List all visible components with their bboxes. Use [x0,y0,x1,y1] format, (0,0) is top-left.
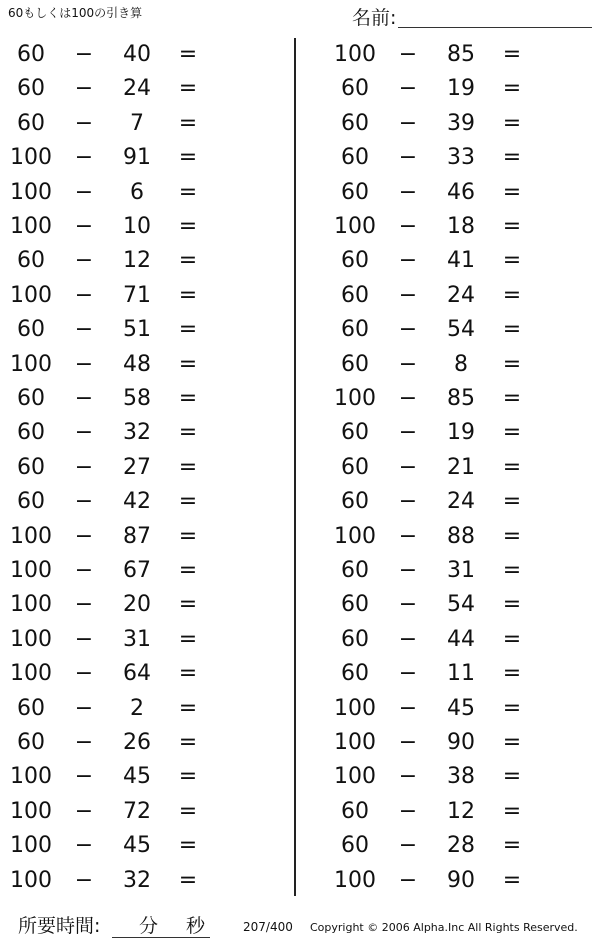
equals-sign: = [178,386,198,411]
equals-sign: = [502,867,522,893]
subtrahend: 6 [130,179,144,205]
equals-sign: = [178,489,198,515]
minuend: 60 [341,110,369,136]
equals-sign: = [502,282,522,308]
subtrahend: 40 [123,42,151,67]
subtrahend: 85 [447,42,475,67]
minuend: 100 [334,764,376,790]
minuend: 100 [334,695,376,721]
problem-row [324,176,544,210]
minus-sign: − [74,454,94,480]
minus-sign: − [398,145,418,171]
minuend: 100 [334,214,376,239]
copyright-notice: Copyright © 2006 Alpha.Inc All Rights Reserved. [310,921,578,934]
minuend: 100 [10,833,52,859]
subtrahend: 24 [447,489,475,515]
subtrahend: 12 [447,798,475,824]
equals-sign: = [178,420,198,446]
problem-row [324,726,544,760]
minus-sign: − [74,558,94,583]
subtrahend: 54 [447,592,475,618]
problem-row [0,726,220,760]
minuend: 60 [341,454,369,480]
equals-sign: = [502,764,522,790]
minus-sign: − [74,695,94,721]
minuend: 100 [10,558,52,583]
minus-sign: − [74,42,94,67]
problem-row [324,520,544,554]
minus-sign: − [398,523,418,549]
minus-sign: − [398,386,418,411]
equals-sign: = [502,833,522,859]
subtrahend: 51 [123,317,151,343]
minuend: 60 [17,454,45,480]
subtrahend: 7 [130,110,144,136]
problem-row [324,760,544,794]
minus-sign: − [398,489,418,515]
minuend: 60 [341,76,369,102]
minus-sign: − [398,626,418,652]
problem-row [324,107,544,141]
problem-row [324,348,544,382]
minuend: 100 [10,661,52,687]
subtrahend: 31 [447,558,475,583]
minuend: 100 [334,730,376,755]
subtrahend: 18 [447,214,475,239]
minus-sign: − [398,248,418,274]
equals-sign: = [178,76,198,102]
minuend: 60 [17,695,45,721]
footer [0,908,600,942]
minus-sign: − [74,833,94,859]
problem-row [0,864,220,898]
minuend: 60 [341,317,369,343]
minuend: 60 [341,248,369,274]
subtrahend: 58 [123,386,151,411]
problem-row [324,829,544,863]
minus-sign: − [398,730,418,755]
minuend: 60 [17,730,45,755]
minuend: 60 [17,420,45,446]
minus-sign: − [74,214,94,239]
equals-sign: = [502,248,522,274]
minus-sign: − [398,110,418,136]
equals-sign: = [178,798,198,824]
minus-sign: − [74,179,94,205]
equals-sign: = [178,110,198,136]
minuend: 60 [341,145,369,171]
problem-row [0,485,220,519]
subtrahend: 71 [123,282,151,308]
minuend: 60 [17,76,45,102]
problem-row [0,554,220,588]
equals-sign: = [502,523,522,549]
problem-row [324,416,544,450]
subtrahend: 27 [123,454,151,480]
minus-sign: − [74,867,94,893]
minuend: 100 [10,867,52,893]
problem-row [0,416,220,450]
minus-sign: − [74,489,94,515]
problem-row [0,657,220,691]
minuend: 60 [341,420,369,446]
subtrahend: 8 [454,351,468,377]
problem-row [324,141,544,175]
subtrahend: 72 [123,798,151,824]
subtrahend: 21 [447,454,475,480]
problem-row [324,38,544,72]
problem-row [0,348,220,382]
minuend: 60 [341,282,369,308]
minuend: 100 [334,523,376,549]
minuend: 60 [341,798,369,824]
subtrahend: 90 [447,867,475,893]
problem-row [324,692,544,726]
minuend: 100 [10,214,52,239]
minus-sign: − [398,764,418,790]
problem-row [324,279,544,313]
subtrahend: 26 [123,730,151,755]
subtrahend: 20 [123,592,151,618]
minuend: 60 [17,317,45,343]
problem-row [0,692,220,726]
equals-sign: = [178,592,198,618]
time-required-label: 所要時間: [18,915,101,937]
subtrahend: 19 [447,420,475,446]
subtrahend: 39 [447,110,475,136]
equals-sign: = [178,626,198,652]
subtrahend: 87 [123,523,151,549]
worksheet-title: 60もしくは100の引き算 [8,6,143,20]
minuend: 100 [10,592,52,618]
minus-sign: − [74,76,94,102]
equals-sign: = [178,523,198,549]
page-number: 207/400 [243,920,293,934]
equals-sign: = [502,145,522,171]
minuend: 60 [341,179,369,205]
minuend: 100 [10,351,52,377]
problem-row [324,244,544,278]
minuend: 60 [341,489,369,515]
minus-sign: − [398,76,418,102]
minus-sign: − [74,420,94,446]
subtrahend: 54 [447,317,475,343]
name-line [398,27,592,28]
problem-row [324,623,544,657]
subtrahend: 88 [447,523,475,549]
second-label: 秒 [186,915,206,937]
equals-sign: = [502,317,522,343]
subtrahend: 31 [123,626,151,652]
equals-sign: = [502,454,522,480]
equals-sign: = [502,214,522,239]
minus-sign: − [398,351,418,377]
minus-sign: − [74,626,94,652]
equals-sign: = [178,730,198,755]
problem-row [324,485,544,519]
subtrahend: 19 [447,76,475,102]
column-divider [294,38,296,896]
minus-sign: − [74,386,94,411]
equals-sign: = [502,798,522,824]
subtrahend: 11 [447,661,475,687]
minuend: 100 [10,145,52,171]
subtrahend: 45 [123,764,151,790]
minuend: 100 [10,798,52,824]
subtrahend: 33 [447,145,475,171]
minuend: 60 [17,386,45,411]
minus-sign: − [74,248,94,274]
equals-sign: = [178,214,198,239]
minus-sign: − [398,42,418,67]
minus-sign: − [74,317,94,343]
problem-row [324,313,544,347]
minus-sign: − [398,558,418,583]
minus-sign: − [74,110,94,136]
problem-row [0,141,220,175]
minus-sign: − [398,833,418,859]
minuend: 60 [17,42,45,67]
equals-sign: = [178,351,198,377]
problem-row [0,72,220,106]
equals-sign: = [502,592,522,618]
problem-row [0,829,220,863]
problem-row [0,244,220,278]
problem-row [0,279,220,313]
equals-sign: = [178,558,198,583]
minuend: 60 [341,592,369,618]
equals-sign: = [178,317,198,343]
minuend: 100 [334,386,376,411]
name-field[interactable] [352,6,592,30]
minuend: 100 [334,867,376,893]
problem-row [0,623,220,657]
minuend: 60 [17,110,45,136]
minus-sign: − [398,867,418,893]
minuend: 100 [10,626,52,652]
subtrahend: 28 [447,833,475,859]
subtrahend: 32 [123,420,151,446]
equals-sign: = [502,76,522,102]
problem-row [324,382,544,416]
equals-sign: = [502,489,522,515]
subtrahend: 46 [447,179,475,205]
minus-sign: − [398,214,418,239]
subtrahend: 32 [123,867,151,893]
equals-sign: = [502,730,522,755]
name-label: 名前: [352,7,397,29]
subtrahend: 64 [123,661,151,687]
problem-row [0,520,220,554]
equals-sign: = [502,42,522,67]
minuend: 60 [341,558,369,583]
equals-sign: = [178,695,198,721]
problem-row [0,176,220,210]
equals-sign: = [502,179,522,205]
equals-sign: = [178,145,198,171]
minus-sign: − [398,798,418,824]
subtrahend: 10 [123,214,151,239]
problem-row [324,451,544,485]
minus-sign: − [398,420,418,446]
problem-row [324,210,544,244]
equals-sign: = [178,42,198,67]
equals-sign: = [178,661,198,687]
equals-sign: = [502,626,522,652]
minus-sign: − [74,351,94,377]
equals-sign: = [178,454,198,480]
problem-row [0,760,220,794]
equals-sign: = [502,420,522,446]
subtrahend: 45 [123,833,151,859]
minuend: 100 [10,282,52,308]
subtrahend: 67 [123,558,151,583]
problem-row [324,72,544,106]
subtrahend: 85 [447,386,475,411]
problem-row [0,451,220,485]
problem-row [324,864,544,898]
problem-row [324,795,544,829]
equals-sign: = [502,661,522,687]
subtrahend: 91 [123,145,151,171]
minus-sign: − [74,661,94,687]
subtrahend: 2 [130,695,144,721]
minus-sign: − [74,764,94,790]
subtrahend: 12 [123,248,151,274]
minus-sign: − [398,317,418,343]
equals-sign: = [502,351,522,377]
minus-sign: − [398,695,418,721]
minus-sign: − [74,145,94,171]
minus-sign: − [398,661,418,687]
subtrahend: 48 [123,351,151,377]
minuend: 60 [17,489,45,515]
minus-sign: − [398,282,418,308]
minus-sign: − [74,798,94,824]
minute-label: 分 [139,915,159,937]
minuend: 100 [10,523,52,549]
minuend: 100 [10,179,52,205]
equals-sign: = [178,179,198,205]
equals-sign: = [178,867,198,893]
minus-sign: − [398,592,418,618]
subtrahend: 24 [447,282,475,308]
minuend: 100 [334,42,376,67]
subtrahend: 90 [447,730,475,755]
problem-row [0,588,220,622]
equals-sign: = [502,386,522,411]
problem-row [0,107,220,141]
minus-sign: − [74,523,94,549]
problem-row [0,313,220,347]
problem-row [0,382,220,416]
minuend: 60 [341,626,369,652]
minus-sign: − [398,179,418,205]
problem-row [324,588,544,622]
minuend: 60 [341,833,369,859]
minus-sign: − [74,730,94,755]
subtrahend: 44 [447,626,475,652]
problem-row [0,38,220,72]
equals-sign: = [178,282,198,308]
equals-sign: = [502,558,522,583]
minuend: 60 [341,661,369,687]
minuend: 60 [17,248,45,274]
minus-sign: − [398,454,418,480]
subtrahend: 38 [447,764,475,790]
subtrahend: 24 [123,76,151,102]
minus-sign: − [74,282,94,308]
subtrahend: 41 [447,248,475,274]
problem-row [324,554,544,588]
problem-row [324,657,544,691]
subtrahend: 45 [447,695,475,721]
equals-sign: = [178,764,198,790]
subtrahend: 42 [123,489,151,515]
minuend: 100 [10,764,52,790]
minuend: 60 [341,351,369,377]
equals-sign: = [178,248,198,274]
minus-sign: − [74,592,94,618]
equals-sign: = [502,110,522,136]
equals-sign: = [178,833,198,859]
equals-sign: = [502,695,522,721]
problem-row [0,795,220,829]
problem-row [0,210,220,244]
